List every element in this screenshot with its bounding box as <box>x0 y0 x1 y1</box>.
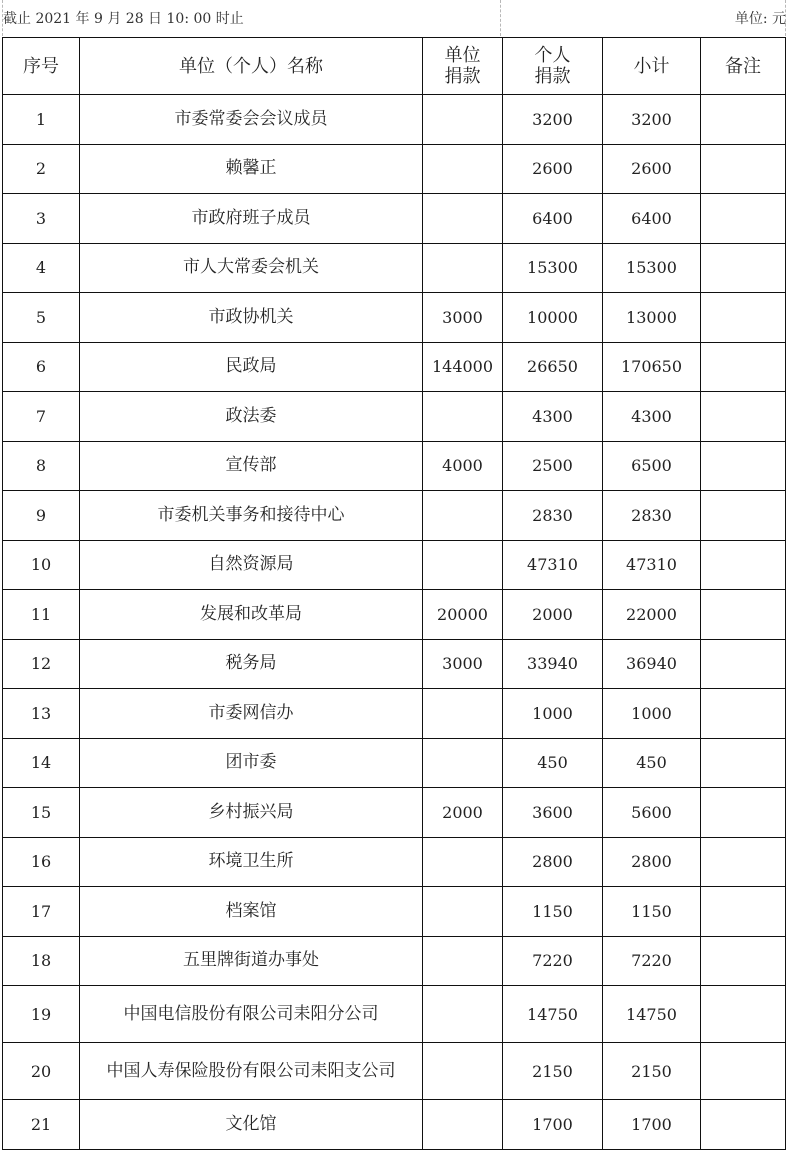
row-index-cell: 1 <box>3 95 80 145</box>
currency-unit-note: 单位: 元 <box>734 11 786 27</box>
row-personal-donation-cell: 2600 <box>503 144 603 194</box>
row-remarks-cell <box>701 689 786 739</box>
row-subtotal-cell: 13000 <box>603 293 701 343</box>
row-personal-donation-cell: 2830 <box>503 491 603 541</box>
row-subtotal-cell: 36940 <box>603 639 701 689</box>
row-index-cell: 12 <box>3 639 80 689</box>
row-index-cell: 5 <box>3 293 80 343</box>
row-personal-donation-cell: 1150 <box>503 887 603 937</box>
row-personal-donation-cell: 33940 <box>503 639 603 689</box>
row-remarks-cell <box>701 194 786 244</box>
row-index-cell: 10 <box>3 540 80 590</box>
row-subtotal-cell: 7220 <box>603 936 701 986</box>
row-unit-donation-cell <box>423 837 503 887</box>
row-unit-donation-cell <box>423 1100 503 1150</box>
row-unit-donation-cell <box>423 936 503 986</box>
row-name-cell: 档案馆 <box>80 887 423 937</box>
row-personal-donation-cell: 1000 <box>503 689 603 739</box>
row-remarks-cell <box>701 144 786 194</box>
row-name-cell: 市政府班子成员 <box>80 194 423 244</box>
row-index-cell: 17 <box>3 887 80 937</box>
row-personal-donation-cell: 2500 <box>503 441 603 491</box>
row-remarks-cell <box>701 590 786 640</box>
row-subtotal-cell: 2150 <box>603 1043 701 1100</box>
row-name-cell: 市委常委会会议成员 <box>80 95 423 145</box>
row-index-cell: 20 <box>3 1043 80 1100</box>
row-unit-donation-cell: 2000 <box>423 788 503 838</box>
table-body <box>3 95 786 1150</box>
row-index-cell: 14 <box>3 738 80 788</box>
row-index-cell: 2 <box>3 144 80 194</box>
table-row <box>3 887 786 937</box>
row-remarks-cell <box>701 342 786 392</box>
table-row <box>3 441 786 491</box>
table-row <box>3 1100 786 1150</box>
row-unit-donation-cell <box>423 986 503 1043</box>
row-name-cell: 民政局 <box>80 342 423 392</box>
column-header-line: 单位 <box>444 45 481 66</box>
row-index-cell: 8 <box>3 441 80 491</box>
row-subtotal-cell: 14750 <box>603 986 701 1043</box>
row-name-cell: 市人大常委会机关 <box>80 243 423 293</box>
row-remarks-cell <box>701 639 786 689</box>
column-header-personal-donation <box>503 38 603 95</box>
row-subtotal-cell: 6400 <box>603 194 701 244</box>
row-index-cell: 4 <box>3 243 80 293</box>
table-row <box>3 491 786 541</box>
row-personal-donation-cell: 10000 <box>503 293 603 343</box>
row-subtotal-cell: 1000 <box>603 689 701 739</box>
row-name-cell: 市委网信办 <box>80 689 423 739</box>
row-name-cell: 五里牌街道办事处 <box>80 936 423 986</box>
row-name-cell: 市政协机关 <box>80 293 423 343</box>
row-unit-donation-cell: 3000 <box>423 293 503 343</box>
row-index-cell: 6 <box>3 342 80 392</box>
table-row <box>3 194 786 244</box>
row-name-cell: 自然资源局 <box>80 540 423 590</box>
row-personal-donation-cell: 4300 <box>503 392 603 442</box>
column-header-line: 捐款 <box>534 66 571 87</box>
column-guide-line <box>500 0 501 36</box>
row-unit-donation-cell <box>423 491 503 541</box>
row-subtotal-cell: 450 <box>603 738 701 788</box>
column-header-line: 个人 <box>534 45 571 66</box>
row-unit-donation-cell <box>423 540 503 590</box>
row-personal-donation-cell: 7220 <box>503 936 603 986</box>
row-personal-donation-cell: 3200 <box>503 95 603 145</box>
row-personal-donation-cell: 2800 <box>503 837 603 887</box>
row-remarks-cell <box>701 491 786 541</box>
row-name-cell: 赖馨正 <box>80 144 423 194</box>
row-remarks-cell <box>701 887 786 937</box>
row-subtotal-cell: 3200 <box>603 95 701 145</box>
row-name-cell: 政法委 <box>80 392 423 442</box>
row-name-cell: 中国人寿保险股份有限公司耒阳支公司 <box>80 1043 423 1100</box>
row-name-cell: 中国电信股份有限公司耒阳分公司 <box>80 986 423 1043</box>
row-name-cell: 宣传部 <box>80 441 423 491</box>
row-personal-donation-cell: 2150 <box>503 1043 603 1100</box>
row-name-cell: 乡村振兴局 <box>80 788 423 838</box>
table-row <box>3 392 786 442</box>
row-name-cell: 团市委 <box>80 738 423 788</box>
row-personal-donation-cell: 1700 <box>503 1100 603 1150</box>
table-row <box>3 936 786 986</box>
row-remarks-cell <box>701 441 786 491</box>
row-unit-donation-cell: 3000 <box>423 639 503 689</box>
table-row <box>3 590 786 640</box>
row-index-cell: 11 <box>3 590 80 640</box>
table-row <box>3 243 786 293</box>
row-subtotal-cell: 22000 <box>603 590 701 640</box>
row-index-cell: 7 <box>3 392 80 442</box>
row-subtotal-cell: 4300 <box>603 392 701 442</box>
table-row <box>3 639 786 689</box>
row-personal-donation-cell: 15300 <box>503 243 603 293</box>
row-unit-donation-cell <box>423 689 503 739</box>
row-remarks-cell <box>701 1100 786 1150</box>
row-name-cell: 环境卫生所 <box>80 837 423 887</box>
row-remarks-cell <box>701 936 786 986</box>
column-header-remarks: 备注 <box>701 38 786 95</box>
table-row <box>3 837 786 887</box>
row-name-cell: 发展和改革局 <box>80 590 423 640</box>
row-remarks-cell <box>701 243 786 293</box>
row-unit-donation-cell <box>423 243 503 293</box>
row-index-cell: 21 <box>3 1100 80 1150</box>
row-subtotal-cell: 6500 <box>603 441 701 491</box>
table-row <box>3 293 786 343</box>
row-personal-donation-cell: 26650 <box>503 342 603 392</box>
row-personal-donation-cell: 6400 <box>503 194 603 244</box>
table-row <box>3 788 786 838</box>
row-personal-donation-cell: 47310 <box>503 540 603 590</box>
row-subtotal-cell: 1700 <box>603 1100 701 1150</box>
row-personal-donation-cell: 3600 <box>503 788 603 838</box>
table-row <box>3 144 786 194</box>
row-unit-donation-cell <box>423 144 503 194</box>
table-row <box>3 95 786 145</box>
row-name-cell: 税务局 <box>80 639 423 689</box>
row-subtotal-cell: 2830 <box>603 491 701 541</box>
row-unit-donation-cell <box>423 887 503 937</box>
column-header-name: 单位（个人）名称 <box>80 38 423 95</box>
column-header-subtotal: 小计 <box>603 38 701 95</box>
column-header-unit-donation <box>423 38 503 95</box>
row-index-cell: 18 <box>3 936 80 986</box>
row-personal-donation-cell: 2000 <box>503 590 603 640</box>
column-header-line: 捐款 <box>444 66 481 87</box>
row-name-cell: 市委机关事务和接待中心 <box>80 491 423 541</box>
row-subtotal-cell: 2600 <box>603 144 701 194</box>
row-subtotal-cell: 170650 <box>603 342 701 392</box>
row-remarks-cell <box>701 788 786 838</box>
row-remarks-cell <box>701 986 786 1043</box>
row-remarks-cell <box>701 1043 786 1100</box>
row-subtotal-cell: 1150 <box>603 887 701 937</box>
row-subtotal-cell: 15300 <box>603 243 701 293</box>
row-personal-donation-cell: 14750 <box>503 986 603 1043</box>
donation-table <box>2 37 786 1150</box>
row-unit-donation-cell <box>423 194 503 244</box>
table-row <box>3 689 786 739</box>
row-remarks-cell <box>701 293 786 343</box>
table-row <box>3 342 786 392</box>
row-index-cell: 16 <box>3 837 80 887</box>
row-index-cell: 19 <box>3 986 80 1043</box>
row-personal-donation-cell: 450 <box>503 738 603 788</box>
table-row <box>3 1043 786 1100</box>
row-index-cell: 9 <box>3 491 80 541</box>
table-row <box>3 738 786 788</box>
cutoff-time-note: 截止 2021 年 9 月 28 日 10: 00 时止 <box>3 11 244 27</box>
row-unit-donation-cell: 20000 <box>423 590 503 640</box>
row-name-cell: 文化馆 <box>80 1100 423 1150</box>
row-remarks-cell <box>701 392 786 442</box>
row-index-cell: 15 <box>3 788 80 838</box>
table-header-row <box>3 38 786 95</box>
column-header-index: 序号 <box>3 38 80 95</box>
row-unit-donation-cell <box>423 1043 503 1100</box>
row-unit-donation-cell: 4000 <box>423 441 503 491</box>
table-row <box>3 986 786 1043</box>
row-remarks-cell <box>701 837 786 887</box>
row-subtotal-cell: 2800 <box>603 837 701 887</box>
row-unit-donation-cell <box>423 738 503 788</box>
row-remarks-cell <box>701 738 786 788</box>
row-unit-donation-cell: 144000 <box>423 342 503 392</box>
row-unit-donation-cell <box>423 392 503 442</box>
row-remarks-cell <box>701 540 786 590</box>
row-index-cell: 3 <box>3 194 80 244</box>
page-header <box>0 0 790 36</box>
row-unit-donation-cell <box>423 95 503 145</box>
row-index-cell: 13 <box>3 689 80 739</box>
table-row <box>3 540 786 590</box>
row-subtotal-cell: 47310 <box>603 540 701 590</box>
row-subtotal-cell: 5600 <box>603 788 701 838</box>
row-remarks-cell <box>701 95 786 145</box>
